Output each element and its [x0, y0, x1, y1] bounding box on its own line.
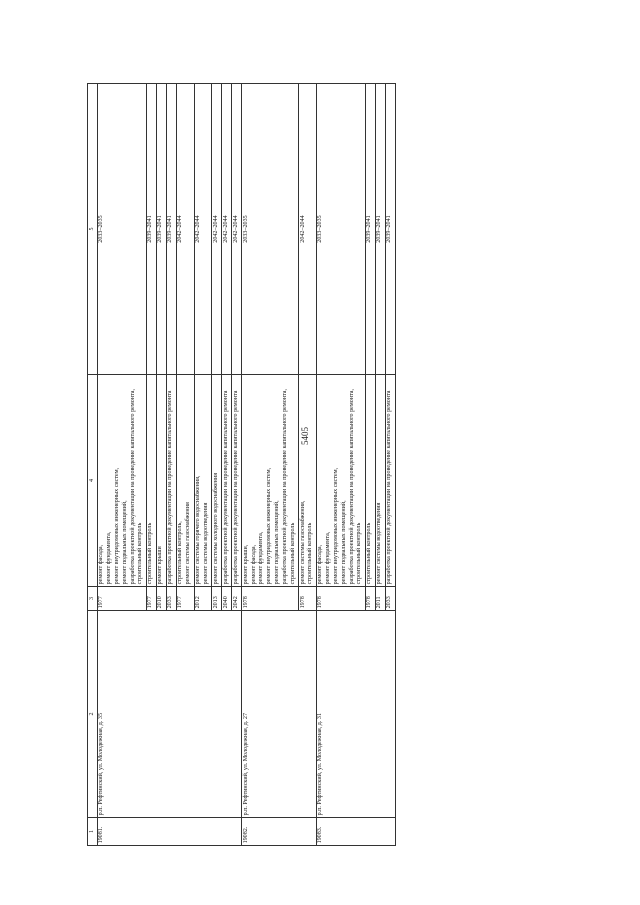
capital-repair-table [87, 83, 396, 846]
period-cell: 2039–2041 [365, 84, 375, 375]
period-cell: 2039–2041 [156, 84, 166, 375]
year-cell: 1978 [316, 587, 365, 611]
year-cell: 2013 [212, 587, 222, 611]
column-header-2: 2 [88, 611, 98, 818]
period-cell: 2042–2044 [232, 84, 242, 375]
period-cell: 2039–2041 [146, 84, 156, 375]
rotated-table-wrapper [87, 83, 601, 846]
year-cell: 2011 [375, 587, 385, 611]
works-cell: ремонт крыши, ремонт фасада, ремонт фундамента, ремонт внутридомовых инженерных систем, ремонт подвальных помещений, разработка проектной документации на проведение капитального ремонта, строительный контроль [242, 375, 299, 587]
period-cell: 2042–2044 [212, 84, 222, 375]
row-number-cell: 19082. [242, 818, 317, 846]
year-cell: 1977 [146, 587, 156, 611]
year-cell: 2012 [194, 587, 212, 611]
works-cell: ремонт фасада, ремонт фундамента, ремонт внутридомовых инженерных систем, ремонт подвальных помещений, разработка проектной документации на проведение капитального ремонта, строительный контроль [316, 375, 365, 587]
works-cell: разработка проектной документации на проведение капитального ремонта [222, 375, 232, 587]
period-cell: 2039–2041 [375, 84, 385, 375]
period-cell: 2033–2035 [242, 84, 299, 375]
works-cell: строительный контроль [146, 375, 156, 587]
works-cell: ремонт крыши [156, 375, 166, 587]
works-cell: строительный контроль, ремонт системы газоснабжения [176, 375, 194, 587]
year-cell: 2033 [166, 587, 176, 611]
table-row [242, 84, 299, 846]
header-row [88, 84, 98, 846]
year-cell: 2033 [385, 587, 395, 611]
works-cell: разработка проектной документации на проведение капитального ремонта [166, 375, 176, 587]
works-cell: разработка проектной документации на проведение капитального ремонта [385, 375, 395, 587]
row-number-cell: 19081. [97, 818, 241, 846]
year-cell: 2042 [232, 587, 242, 611]
works-cell: ремонт системы водоотведения [375, 375, 385, 587]
page-number: 5405 [300, 427, 310, 445]
table-row [97, 84, 146, 846]
period-cell: 2039–2041 [385, 84, 395, 375]
works-cell: ремонт системы горячего водоснабжения, ремонт системы водоотведения [194, 375, 212, 587]
period-cell: 2033–2035 [316, 84, 365, 375]
address-cell: р.п. Рефтинский, ул. Молодежная, д. 27 [242, 611, 317, 818]
column-header-1: 1 [88, 818, 98, 846]
works-cell: строительный контроль [365, 375, 375, 587]
column-header-3: 3 [88, 587, 98, 611]
year-cell: 1978 [242, 587, 299, 611]
period-cell: 2042–2044 [299, 84, 317, 375]
year-cell: 2010 [156, 587, 166, 611]
year-cell: 1977 [97, 587, 146, 611]
document-sheet [87, 83, 601, 846]
year-cell: 1978 [299, 587, 317, 611]
year-cell: 1978 [365, 587, 375, 611]
column-header-5: 5 [88, 84, 98, 375]
row-number-cell: 19083. [316, 818, 395, 846]
table-row [316, 84, 365, 846]
works-cell: ремонт фасада, ремонт фундамента, ремонт внутридомовых инженерных систем, ремонт подвальных помещений, разработка проектной документации на проведение капитального ремонта, строительный контроль [97, 375, 146, 587]
column-header-4: 4 [88, 375, 98, 587]
period-cell: 2042–2044 [176, 84, 194, 375]
year-cell: 2040 [222, 587, 232, 611]
works-cell: ремонт системы газоснабжения, строительный контроль [299, 375, 317, 587]
works-cell: разработка проектной документации на проведение капитального ремонта [232, 375, 242, 587]
year-cell: 1977 [176, 587, 194, 611]
period-cell: 2042–2044 [194, 84, 212, 375]
address-cell: р.п. Рефтинский, ул. Молодежная, д. 35 [97, 611, 241, 818]
works-cell: ремонт системы холодного водоснабжения [212, 375, 222, 587]
address-cell: р.п. Рефтинский, ул. Молодежная, д. 31 [316, 611, 395, 818]
period-cell: 2042–2044 [222, 84, 232, 375]
period-cell: 2039–2041 [166, 84, 176, 375]
period-cell: 2033–2035 [97, 84, 146, 375]
